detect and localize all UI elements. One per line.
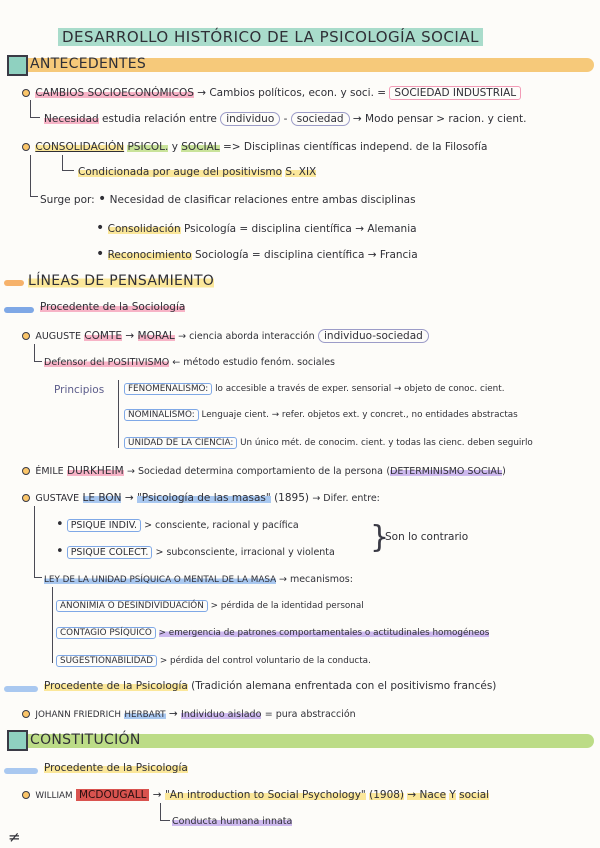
ley-line: LEY DE LA UNIDAD PSÍQUICA O MENTAL DE LA MASA → mecanismos: (44, 574, 353, 585)
bullet-icon (22, 494, 30, 502)
mcdougall-line: WILLIAM MCDOUGALL → "An introduction to Social Psychology" (1908) → Nace Y social (22, 788, 489, 802)
connector-line (30, 117, 40, 118)
section-heading-antecedentes: ANTECEDENTES (30, 56, 147, 72)
lebon-line: GUSTAVE LE BON → "Psicología de las masas" (1895) → Difer. entre: (22, 491, 380, 505)
bracket-line (118, 380, 119, 448)
connector-line (52, 587, 53, 663)
cambios-line: CAMBIOS SOCIOECONÓMICOS → Cambios políticos, econ. y soci. = SOCIEDAD INDUSTRIAL (22, 86, 521, 100)
arrow-icon (4, 768, 38, 774)
connector-line (30, 196, 38, 197)
mecanismo-contagio: CONTAGIO PSÍQUICO > emergencia de patrones comportamentales o actitudinales homogéneos (56, 627, 489, 639)
not-equal-icon: ≠ (8, 828, 21, 846)
bullet-icon (22, 332, 30, 340)
bullet-icon (22, 143, 30, 151)
surge-line: Surge por: • Necesidad de clasificar relaciones entre ambas disciplinas (40, 191, 416, 207)
connector-line (160, 803, 161, 821)
procedente-psicologia-line: Procedente de la Psicología (Tradición alemana enfrentada con el positivismo francés) (44, 680, 497, 692)
mecanismo-sugestionabilidad: SUGESTIONABILIDAD > pérdida del control voluntario de la conducta. (56, 655, 371, 667)
mecanismo-anonimia: ANONIMIA O DESINDIVIDUACIÓN > pérdida de la identidad personal (56, 600, 364, 612)
arrow-icon (4, 280, 24, 286)
heading-square-icon (7, 730, 28, 751)
son-contrario: Son lo contrario (385, 531, 469, 543)
conducta-line: Conducta humana innata (172, 816, 293, 827)
reconocimiento-line: • Reconocimiento Sociología = disciplina científica → Francia (96, 246, 418, 262)
connector-line (34, 577, 42, 578)
connector-line (62, 170, 74, 171)
consolidacion-line: CONSOLIDACIÓN PSICOL. y SOCIAL => Disciplinas científicas independ. de la Filosofía (22, 140, 487, 154)
bullet-icon (22, 467, 30, 475)
page-title: DESARROLLO HISTÓRICO DE LA PSICOLOGÍA SOCIAL (58, 28, 483, 46)
procedente-psicologia-constitucion: Procedente de la Psicología (44, 762, 188, 774)
psique-colect-line: • PSIQUE COLECT. > subconsciente, irracional y violenta (56, 544, 335, 559)
procedente-sociologia: Procedente de la Sociología (40, 301, 186, 313)
defensor-line: Defensor del POSITIVISMO ← método estudio fenóm. sociales (44, 357, 335, 368)
principios-label: Principios (54, 384, 105, 396)
connector-line (160, 820, 170, 821)
connector-line (62, 155, 63, 171)
section-heading-lineas: LÍNEAS DE PENSAMIENTO (28, 273, 215, 289)
condicionada-line: Condicionada por auge del positivismo S. XIX (78, 166, 317, 178)
connector-line (30, 100, 31, 118)
brace-icon: } (370, 520, 390, 555)
durkheim-line: ÉMILE DURKHEIM → Sociedad determina comportamiento de la persona (DETERMINISMO SOCIAL) (22, 464, 506, 478)
psique-indiv-line: • PSIQUE INDIV. > consciente, racional y pacífica (56, 517, 299, 532)
connector-line (34, 361, 42, 362)
principio-fenomenalismo: FENOMENALISMO: lo accesible a través de exper. sensorial → objeto de conoc. cient. (124, 383, 505, 395)
heading-square-icon (7, 55, 28, 76)
arrow-icon (4, 307, 34, 313)
bullet-icon (22, 89, 30, 97)
necesidad-line: Necesidad estudia relación entre individuo - sociedad → Modo pensar > racion. y cient. (44, 113, 527, 125)
bullet-icon (22, 791, 30, 799)
principio-nominalismo: NOMINALISMO: Lenguaje cient. → refer. objetos ext. y concret., no entidades abstractas (124, 409, 518, 421)
consolidacion-psicologia-line: • Consolidación Psicología = disciplina científica → Alemania (96, 220, 417, 236)
connector-line (34, 344, 35, 362)
principio-unidad-ciencia: UNIDAD DE LA CIENCIA: Un único mét. de conocim. cient. y todas las cienc. deben seguirlo (124, 437, 533, 449)
arrow-icon (4, 686, 38, 692)
section-heading-constitucion: CONSTITUCIÓN (30, 732, 141, 748)
connector-line (30, 155, 31, 197)
bullet-icon (22, 710, 30, 718)
comte-line: AUGUSTE COMTE → MORAL → ciencia aborda interacción individuo-sociedad (22, 329, 429, 343)
connector-line (34, 506, 35, 578)
herbart-line: JOHANN FRIEDRICH HERBART → Individuo aislado = pura abstracción (22, 707, 356, 721)
